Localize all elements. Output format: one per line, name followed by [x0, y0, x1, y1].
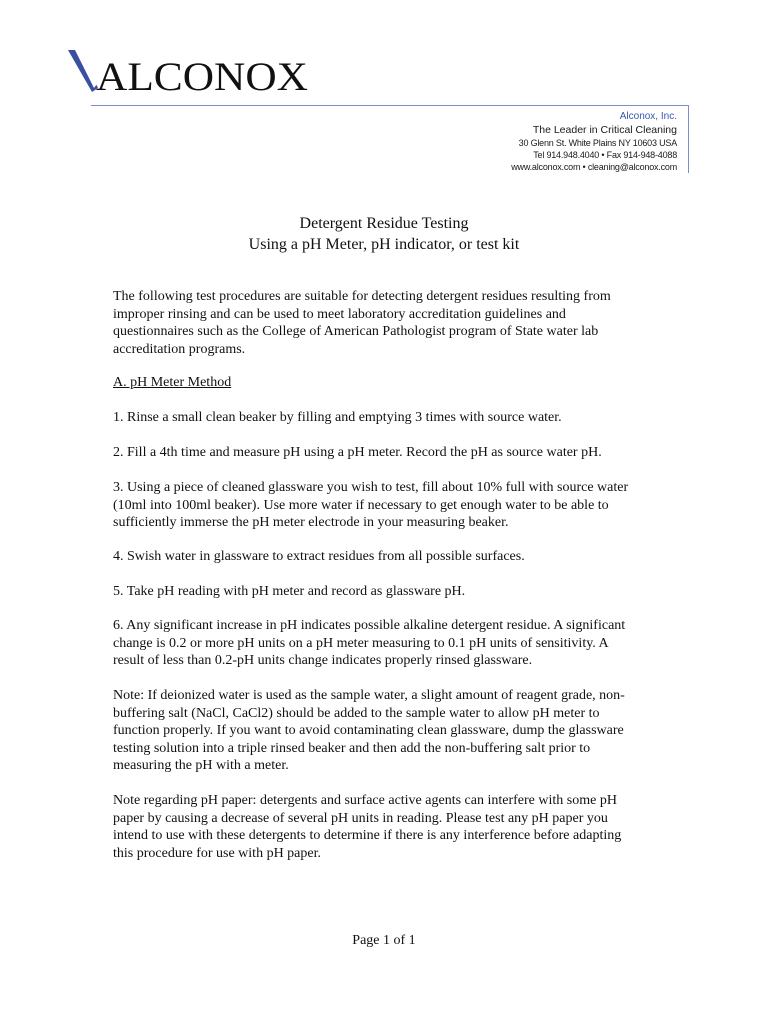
- step-6: 6. Any significant increase in pH indicates possible alkaline detergent residue. A significant change is 0.2 or more pH units on a pH meter measuring to 0.1 pH units of sensitivity. A result of less than 0.2-pH units change indicates properly rinsed glassware.: [113, 618, 626, 668]
- company-web: www.alconox.com • cleaning@alconox.com: [511, 162, 677, 172]
- step-2: 2. Fill a 4th time and measure pH using a pH meter. Record the pH as source water pH.: [113, 445, 602, 460]
- step-3: 3. Using a piece of cleaned glassware you wish to test, fill about 10% full with source water (10ml into 100ml beaker). Use more water if necessary to get enough water to be able to sufficiently immerse the pH meter electrode in your measuring beaker.: [113, 480, 629, 530]
- step-5: 5. Take pH reading with pH meter and record as glassware pH.: [113, 584, 466, 599]
- header-rule: [91, 105, 689, 106]
- logo-chevron-stripe: [75, 50, 97, 88]
- document-title: Detergent Residue Testing: [299, 215, 469, 232]
- step-4: 4. Swish water in glassware to extract residues from all possible surfaces.: [113, 549, 525, 564]
- company-name: Alconox, Inc.: [619, 111, 677, 122]
- company-phone: Tel 914.948.4040 • Fax 914-948-4088: [533, 150, 677, 160]
- logo-text: ALCONOX: [96, 54, 309, 98]
- contact-block: [511, 110, 677, 173]
- note-deionized-water: Note: If deionized water is used as the sample water, a slight amount of reagent grade, non- buffering salt (NaCl, CaCl2) should be added to the sample water to allow pH meter to function properly. If you want to avoid contaminating clean glassware, dump the glassware testing solution into a triple rinsed beaker and then add the non-buffering salt prior to measuring the pH with a meter.: [113, 688, 625, 773]
- page-number: Page 1 of 1: [352, 933, 416, 948]
- header-rule-vertical: [688, 105, 689, 173]
- company-address: 30 Glenn St. White Plains NY 10603 USA: [518, 138, 677, 148]
- note-ph-paper: Note regarding pH paper: detergents and surface active agents can interfere with some pH paper by causing a decrease of several pH units in reading. Please test any pH paper you intend to use with these detergents to determine if there is any interference before adapting this procedure for use with pH paper.: [113, 793, 622, 861]
- alconox-logo: [66, 44, 316, 98]
- company-tagline: The Leader in Critical Cleaning: [532, 124, 677, 136]
- document-subtitle: Using a pH Meter, pH indicator, or test kit: [248, 236, 520, 253]
- step-1: 1. Rinse a small clean beaker by filling and emptying 3 times with source water.: [113, 410, 562, 425]
- section-heading: A. pH Meter Method: [113, 375, 232, 390]
- intro-paragraph: The following test procedures are suitable for detecting detergent residues resulting from improper rinsing and can be used to meet laboratory accreditation guidelines and questionnaires such as the College of American Pathologist program of State water lab accreditation programs.: [113, 289, 611, 357]
